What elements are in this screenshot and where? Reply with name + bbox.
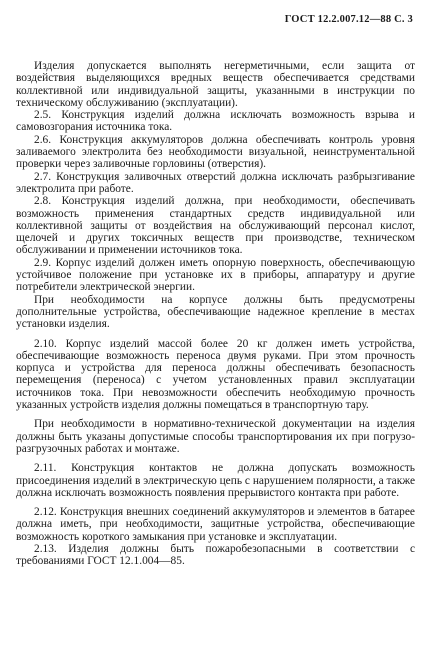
document-body	[16, 60, 415, 637]
page-header: ГОСТ 12.2.007.12—88 С. 3	[284, 14, 413, 25]
paragraph-2-11: 2.11. Конструкция контактов не должна допускать возможность присоединения изделий в электрическую цепь с нарушением полярности, а также должна исключать возможность появления прерывистого контакта при работе.	[16, 462, 415, 499]
paragraph-2-7: 2.7. Конструкция заливочных отверстий должна исключать разбрызгивание электролита при работе.	[16, 170, 415, 195]
paragraph-intro: Изделия допускается выполнять негерметичными, если защита от воздействия выделяющихся вредных веществ обеспечивается средствами коллективной или индивидуальной защиты, указанными в инструкции по техническому обслуживанию (эксплуатации).	[16, 60, 415, 109]
paragraph-2-13: 2.13. Изделия должны быть пожаробезопасными в соответствии с требованиями ГОСТ 12.1.004—85.	[16, 542, 415, 568]
paragraph-2-9-note: При необходимости на корпусе должны быть предусмотрены дополнительные устройства, обеспечивающие надежное крепление в местах установки изделия.	[16, 293, 415, 331]
paragraph-2-10-note: При необходимости в нормативно-технической документации на изделия должны быть указаны допустимые способы транспортирования их при погрузо-разгрузочных работах и монтаже.	[16, 418, 415, 455]
paragraph-2-8: 2.8. Конструкция изделий должна, при необходимости, обеспечивать возможность применения стандартных средств индивидуальной или коллективной защиты от воздействия на обслуживающий персонал кислот, щелочей и других токсичных веществ при производстве, техническом обслуживании и применении источников тока.	[16, 195, 415, 257]
paragraph-2-6: 2.6. Конструкция аккумуляторов должна обеспечивать контроль уровня заливаемого электролита без необходимости визуальной, неинструментальной проверки через заливочные горловины (отверстия).	[16, 133, 415, 171]
paragraph-2-9: 2.9. Корпус изделий должен иметь опорную поверхность, обеспечивающую устойчивое положение при установке их в приборы, аппаратуру и другие потребители электрической энергии.	[16, 256, 415, 294]
paragraph-2-12: 2.12. Конструкция внешних соединений аккумуляторов и элементов в батарее должна иметь, при необходимости, защитные устройства, обеспечивающие возможность короткого замыкания при установке и эксплуатации.	[16, 506, 415, 543]
paragraph-2-10: 2.10. Корпус изделий массой более 20 кг должен иметь устройства, обеспечивающие возможность переноса двумя руками. При этом прочность корпуса и устройства для переноса должны обеспечивать безопасность перемещения (переноса) с учетом установленных правил эксплуатации источников тока. При невозможности обеспечить необходимую прочность указанных устройств изделия должны помещаться в транспортную тару.	[16, 337, 415, 412]
paragraph-2-5: 2.5. Конструкция изделий должна исключать возможность взрыва и самовозгорания источника тока.	[16, 109, 415, 134]
